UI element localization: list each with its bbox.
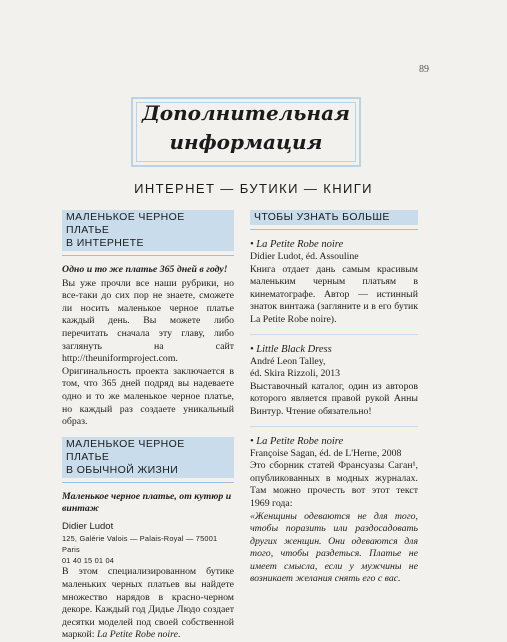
left-column [62,210,234,642]
book-title: • La Petite Robe noire [250,239,344,250]
book-entry [250,343,418,419]
title-line-1: Дополнительная [142,101,350,125]
book-author: Françoise Sagan, éd. de L'Herne, 2008 [250,447,402,459]
section-heading-everyday: МАЛЕНЬКОЕ ЧЕРНОЕ ПЛАТЬЕ В ОБЫЧНОЙ ЖИЗНИ [62,437,234,478]
book-title: • Little Black Dress [250,343,332,355]
book-description: Это сборник статей Франсуазы Саган¹, опубликованных в модных журналах. Там можно прочесть вот этот текст 1969 года: [250,460,418,509]
book-entry [250,238,418,327]
book-entry [250,435,418,587]
right-column [250,210,418,586]
page-title [131,99,361,157]
boutique-address: 125, Galérie Valois — Palais-Royal — 75001 Paris [62,534,218,555]
page-subtitle: ИНТЕРНЕТ — БУТИКИ — КНИГИ [134,181,373,196]
book-title: • La Petite Robe noire [250,435,344,447]
heading-rule [62,255,234,256]
section-lead: Маленькое черное платье, от кутюр и винтаж [62,490,232,515]
heading-rule [62,482,234,483]
book-quote: «Женщины одеваются не для того, чтобы поразить или раздосадовать других женщин. Они одеваются для того, чтобы раздеться. Платье не имеет смысла, если у мужчины не возникает желания снять его с вас. [250,510,418,585]
entry-divider [250,426,418,427]
section-heading-reading: ЧТОБЫ УЗНАТЬ БОЛЬШЕ [250,210,418,225]
heading-rule [250,229,418,230]
boutique-name: Didier Ludot [62,520,114,532]
book-description: Выставочный каталог, один из авторов которого является правой рукой Анны Винтур. Чтение обязательно! [250,380,418,417]
entry-divider [250,334,418,335]
section-online [62,210,234,429]
section-everyday [62,437,234,642]
section-heading-online: МАЛЕНЬКОЕ ЧЕРНОЕ ПЛАТЬЕ В ИНТЕРНЕТЕ [62,210,234,251]
book-description: Книга отдает дань самым красивым маленьким черным платьям в кинематографе. Автор — истинный знаток винтажа (загляните и в его бутик La Petite Robe noire). [250,263,418,325]
book-publisher: éd. Skira Rizzoli, 2013 [250,368,341,380]
section-text: В этом специализированном бутике маленьких черных платьев вы найдете множество нарядов в красно-черном декоре. Каждый год Дидье Людо создает десятки моделей под своей собственной маркой: La Petite Robe noire. [62,566,234,641]
book-author: André Leon Talley, [250,355,326,367]
section-text: Вы уже прочли все наши рубрики, но все-таки до сих пор не знаете, сможете ли носить маленькое черное платье каждый день. Вы можете либо перечитать сначала эту главу, либо заглянуть на сайт http://theuniformproject.com. Оригинальность проекта заключается в том, что 365 дней подряд вы надеваете одно и то же маленькое черное платье, но каждый раз создаете уникальный образ. [62,277,234,428]
brand-name: La Petite Robe noire [96,629,178,641]
book-author: Didier Ludot, éd. Assouline [250,251,359,262]
boutique-phone: 01 40 15 01 04 [62,556,115,566]
title-line-2: информация [169,130,323,154]
page-number: 89 [419,64,429,75]
section-lead: Одно и то же платье 365 дней в году! [62,264,228,275]
